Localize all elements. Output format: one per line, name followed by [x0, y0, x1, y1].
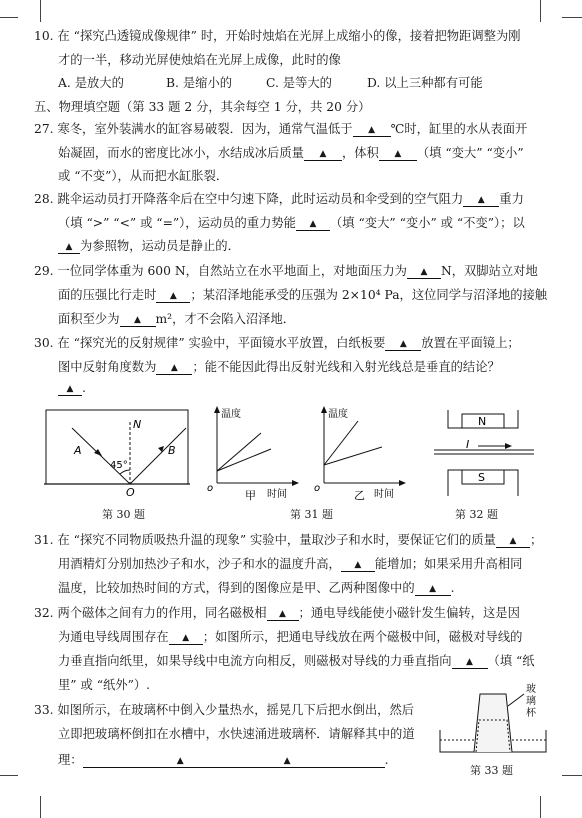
answer-blank[interactable]: ▲	[156, 288, 190, 303]
answer-blank[interactable]: ▲	[341, 557, 375, 572]
caption-30: 第 30 题	[102, 508, 145, 521]
y-label: 温度	[328, 409, 348, 420]
answer-blank[interactable]: ▲	[120, 312, 156, 327]
cup-label: 杯	[526, 708, 536, 719]
graph-line	[217, 449, 271, 471]
reflected-ray	[130, 428, 186, 484]
arrow-head	[505, 443, 512, 449]
label-o: O	[126, 486, 135, 498]
option-c: C. 是等大的	[266, 76, 332, 90]
figure-33-glass-cup	[438, 680, 550, 756]
answer-blank[interactable]: ▲	[407, 264, 441, 279]
figure-30-reflection	[44, 408, 194, 498]
label-a: A	[74, 444, 82, 457]
crop-mark	[540, 0, 541, 22]
label-s-pole: S	[478, 471, 485, 484]
caption-31: 第 31 题	[290, 508, 333, 521]
y-label: 温度	[221, 409, 241, 420]
answer-blank[interactable]: ▲	[304, 146, 342, 161]
graph-line	[324, 421, 358, 465]
crop-mark	[40, 796, 41, 818]
label-current: I	[466, 438, 470, 451]
axis-arrow	[214, 406, 220, 413]
crop-mark	[562, 775, 582, 776]
graph-line	[324, 447, 382, 465]
origin-label: o	[314, 483, 321, 494]
answer-blank[interactable]: ▲	[58, 239, 80, 254]
graph-name: 乙	[354, 489, 365, 502]
figure-32-magnets	[430, 408, 540, 498]
cup-label: 璃	[526, 696, 536, 707]
option-d: D. 以上三种都有可能	[367, 76, 483, 90]
glass-cup	[474, 694, 512, 752]
cup-label: 玻	[526, 684, 536, 695]
crop-mark	[540, 796, 541, 818]
answer-blank[interactable]: ▲	[496, 533, 530, 548]
label-n: N	[133, 418, 142, 431]
option-a: A. 是放大的	[58, 76, 124, 90]
figure-31-graph-jia	[205, 403, 305, 503]
graph-name: 甲	[245, 489, 256, 502]
label-n-pole: N	[478, 415, 487, 428]
answer-blank[interactable]: ▲	[296, 216, 330, 231]
crop-mark	[562, 17, 582, 18]
answer-blank[interactable]: ▲	[379, 146, 417, 161]
x-label: 时间	[374, 489, 394, 500]
caption-32: 第 32 题	[455, 508, 498, 521]
answer-blank[interactable]: ▲ ▲	[83, 753, 385, 768]
figure-31-graph-yi	[312, 403, 412, 503]
origin-label: o	[207, 483, 214, 494]
answer-blank[interactable]: ▲	[353, 122, 391, 137]
axis-arrow	[399, 480, 406, 486]
label-b: B	[168, 444, 176, 457]
x-label: 时间	[267, 489, 287, 500]
answer-blank[interactable]: ▲	[156, 360, 192, 375]
graph-line	[217, 433, 261, 471]
answer-blank[interactable]: ▲	[58, 381, 82, 396]
crop-mark	[40, 0, 41, 22]
answer-blank[interactable]: ▲	[169, 630, 203, 645]
answer-blank[interactable]: ▲	[452, 654, 488, 669]
answer-blank[interactable]: ▲	[267, 606, 299, 621]
answer-blank[interactable]: ▲	[385, 336, 421, 351]
option-b: B. 是缩小的	[166, 76, 233, 90]
label-angle: 45°	[110, 460, 128, 471]
answer-blank[interactable]: ▲	[415, 581, 451, 596]
crop-mark	[0, 775, 18, 776]
caption-33: 第 33 题	[470, 764, 513, 777]
axis-arrow	[321, 406, 327, 413]
answer-blank[interactable]: ▲	[463, 192, 499, 207]
axis-arrow	[292, 480, 299, 486]
leader-line	[508, 694, 524, 706]
crop-mark	[0, 17, 18, 18]
